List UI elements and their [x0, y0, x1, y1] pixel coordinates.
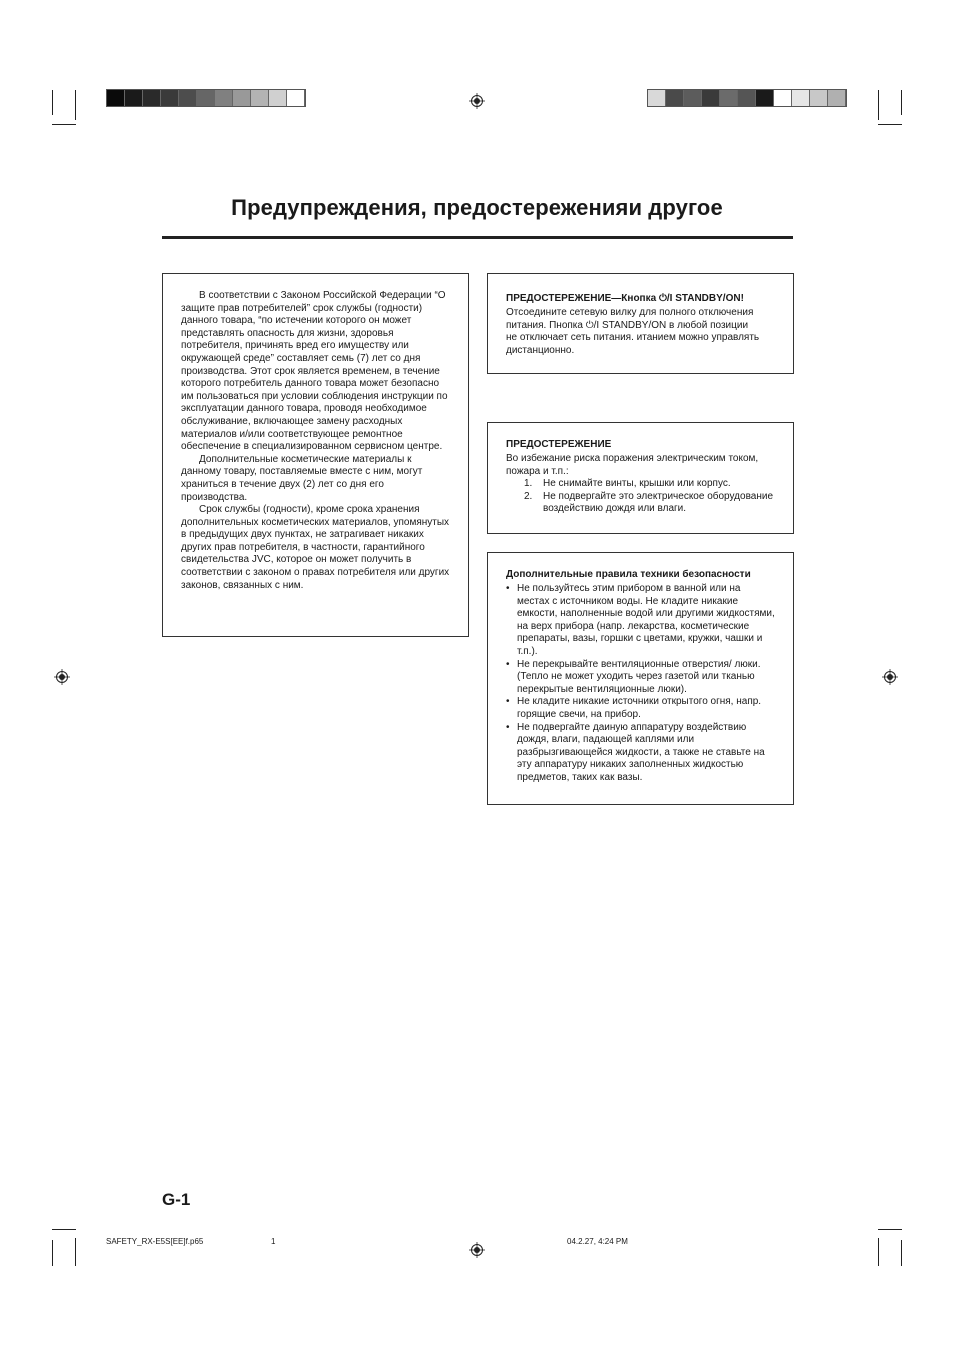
item-number: 2. [524, 490, 533, 502]
caution-standby-heading [506, 292, 775, 305]
color-swatch [233, 90, 251, 106]
crop-mark [75, 1238, 76, 1266]
color-swatch [738, 90, 756, 106]
line-text: STANDBY/ON в любой позиции [601, 319, 749, 331]
safety-heading: Дополнительные правила техники безопасности [506, 569, 751, 580]
color-swatch [666, 90, 684, 106]
caution-heading: ПРЕДОСТЕРЕЖЕНИЕ [506, 439, 612, 450]
line-text: питания. Пнопка [506, 319, 583, 331]
color-swatch [125, 90, 143, 106]
page-number: G-1 [162, 1190, 191, 1209]
color-swatch [251, 90, 269, 106]
color-swatch [810, 90, 828, 106]
color-swatch [287, 90, 305, 106]
crop-mark [878, 1229, 902, 1230]
color-swatch [107, 90, 125, 106]
footer-filename: SAFETY_RX-E5S[EE]f.p65 [106, 1237, 204, 1246]
crop-mark [878, 124, 902, 125]
crop-mark [52, 124, 76, 125]
caution-line: Отсоедините сетевую вилку для полного отключения [506, 307, 754, 318]
crop-mark [901, 1240, 902, 1266]
list-item: • Не кладите никакие источники открытого огня, напр. горящие свечи, на прибор. [506, 696, 775, 721]
crop-mark [878, 90, 879, 120]
footer-page: 1 [271, 1237, 276, 1246]
color-swatch [702, 90, 720, 106]
page-title: Предупреждения, предостереженияи другое [231, 195, 723, 220]
caution-line: не отключает сеть питания. итанием можно управлять дистанционно. [506, 332, 760, 356]
safety-list [506, 583, 775, 785]
registration-mark-icon [54, 669, 70, 685]
power-standby-icon: ⏻/I [585, 319, 600, 331]
caution-list [506, 478, 775, 516]
color-swatch [215, 90, 233, 106]
registration-mark-icon [882, 669, 898, 685]
item-text: Не подвергайте это электрическое оборудование воздействию дождя или влаги. [543, 490, 773, 515]
color-swatch [648, 90, 666, 106]
heading-text: STANDBY/ON! [675, 293, 744, 304]
notice-paragraph: в предыдущих двух пунктах, не затрагивает никаких других прав потребителя, в частности, гарантийного свидетельства JVC, которое он может получить в соответствии с законом о правах потребителя или других законов, связанных с ним. [181, 529, 450, 591]
service-life-notice [162, 273, 469, 637]
crop-mark [75, 90, 76, 120]
color-swatch [792, 90, 810, 106]
color-swatch [774, 90, 792, 106]
color-swatch [179, 90, 197, 106]
registration-mark-icon [469, 93, 485, 109]
crop-mark [52, 90, 53, 115]
notice-paragraph: Срок службы (годности), кроме срока хранения дополнительных косметических материалов, упомянутых [181, 504, 450, 528]
title-rule [162, 236, 793, 239]
caution-intro: Во избежание риска поражения электрическим током, пожара и т.п.: [506, 453, 759, 477]
color-bar-right [647, 89, 847, 107]
heading-text: ПРЕДОСТЕРЕЖЕНИЕ—Кнопка [506, 293, 657, 304]
notice-paragraph: В соответствии с Законом Российской Федерации “О защите прав потребителей” срок службы (годности) данного товара, “по истечении которого он может представлять опасность для жизни, здоровья потребителя, причинять вред его имуществу или окружающей среде” составляет семь (7) лет со дня производства. Этот срок является временем, в течение которого потребитель данного товара может безопасно им пользоваться при условии соблюдения инструкции по эксплуатации данного товара, проводя необходимое обслуживание, включающее замену расходных материалов и/или соответствующее ремонтное обеспечение в специализированном сервисном центре. [181, 290, 448, 453]
power-standby-icon: ⏻/I [658, 293, 673, 304]
color-swatch [197, 90, 215, 106]
list-item [506, 491, 775, 516]
list-item [506, 478, 775, 491]
color-swatch [143, 90, 161, 106]
safety-rules-box [487, 552, 794, 805]
list-item: • Не перекрывайте вентиляционные отверстия/ люки. (Тепло не может уходить через газетой или тканью перекрытые вентиляционные люки). [506, 659, 775, 697]
list-item: • Не пользуйтесь этим прибором в ванной или на местах с источником воды. Не кладите никакие емкости, наполненные водой или другими жидкостями, на верх прибора (напр. лекарства, косметические препараты, вазы, горшки с цветами, кружки, чашки и т.п.). [506, 583, 775, 659]
color-swatch [161, 90, 179, 106]
caution-standby-box [487, 273, 794, 374]
list-item: • Не подвергайте даиную аппаратуру воздействию дождя, влаги, падающей каплями или разбрызгивающейся жидкости, а также не ставьте на эту аппаратуру никаких заполненных жидкостью предметов, таких как вазы. [506, 722, 775, 785]
registration-mark-icon [469, 1242, 485, 1258]
color-swatch [720, 90, 738, 106]
color-swatch [828, 90, 846, 106]
caution-shock-box [487, 422, 794, 534]
color-swatch [756, 90, 774, 106]
crop-mark [878, 1238, 879, 1266]
color-swatch [269, 90, 287, 106]
color-swatch [684, 90, 702, 106]
item-number: 1. [524, 478, 533, 490]
footer-date: 04.2.27, 4:24 PM [567, 1237, 628, 1246]
crop-mark [901, 90, 902, 115]
caution-line [506, 320, 775, 333]
crop-mark [52, 1240, 53, 1266]
item-text: Не снимайте винты, крышки или корпус. [543, 478, 731, 490]
notice-paragraph: Дополнительные косметические материалы к данному товару, поставляемые вместе с ним, могут храниться в течение двух (2) лет со дня его производства. [181, 453, 423, 503]
color-bar-left [106, 89, 306, 107]
crop-mark [52, 1229, 76, 1230]
